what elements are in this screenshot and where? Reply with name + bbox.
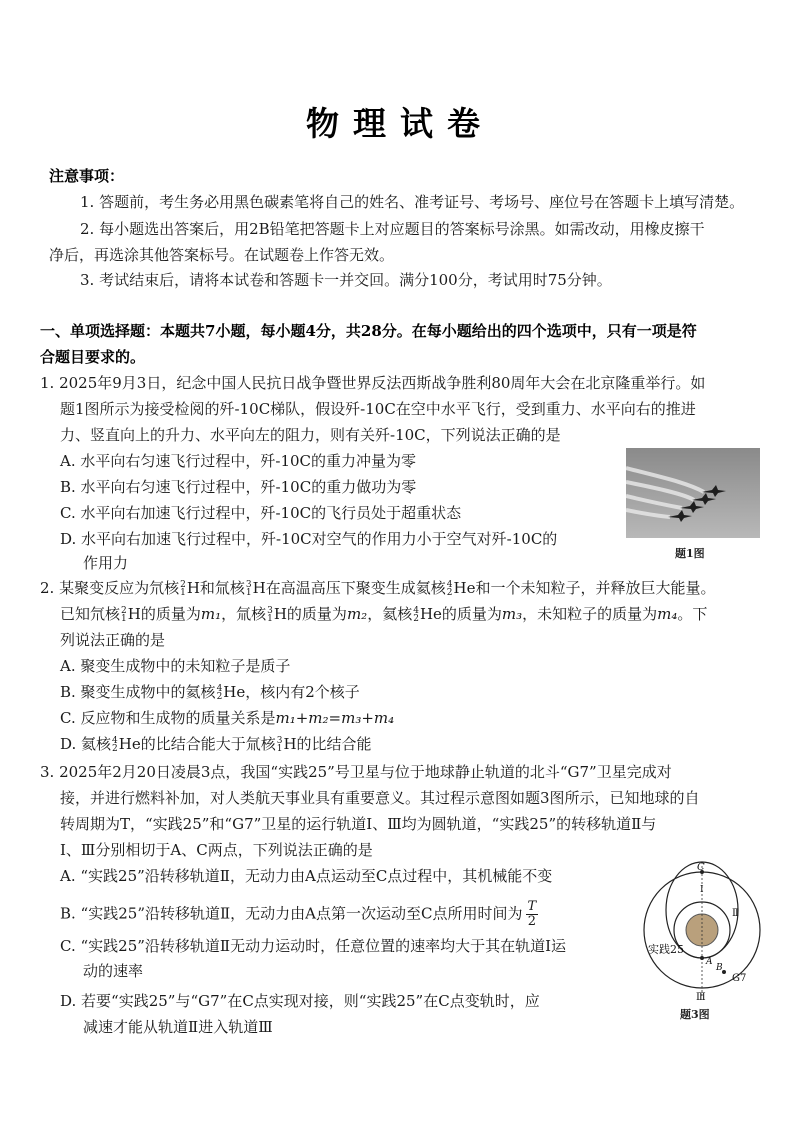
label-C: C (697, 862, 705, 873)
text: B. 聚变生成物中的氦核 (60, 683, 216, 701)
text: ，氦核 (367, 605, 413, 623)
isotope-mass-charge: 4 2 (216, 684, 223, 702)
notice-item-1: 1. 答题前，考生务必用黑色碳素笔将自己的姓名、准考证号、考场号、座位号在答题卡上填写清楚。 (80, 193, 745, 211)
mass-symbol: m₁ (200, 605, 222, 623)
q3-stem-line-1: 3. 2025年2月20日凌晨3点，我国“实践25”号卫星与位于地球静止轨道的北斗“G7”卫星完成对 (40, 763, 672, 781)
q3-option-b (60, 900, 538, 929)
q2-option-c (60, 707, 394, 729)
q1-stem-line-1: 1. 2025年9月3日，纪念中国人民抗日战争暨世界反法西斯战争胜利80周年大会在北京隆重举行。如 (40, 374, 706, 392)
q2-option-a: A. 聚变生成物中的未知粒子是质子 (60, 657, 291, 675)
isotope-mass-charge: 3 1 (245, 580, 252, 598)
mass-symbol: m₄ (657, 605, 678, 623)
text: He的比结合能大于氚核 (118, 735, 276, 753)
text: B. “实践25”沿转移轨道Ⅱ，无动力由A点第一次运动至C点所用时间为 (60, 904, 523, 923)
notice-item-3: 3. 考试结束后，请将本试卷和答题卡一并交回。满分100分，考试用时75分钟。 (80, 271, 612, 289)
label-orbit-III: Ⅲ (696, 992, 706, 1003)
notice-item-2-line-2: 净后，再选涂其他答案标号。在试题卷上作答无效。 (49, 246, 395, 264)
q3-stem-line-4: Ⅰ、Ⅲ分别相切于A、C两点，下列说法正确的是 (60, 841, 373, 859)
fraction-t-over-2: $\frac{T}{2}$ (527, 899, 537, 929)
q3-stem-line-3: 转周期为T，“实践25”和“G7”卫星的运行轨道Ⅰ、Ⅲ均为圆轨道，“实践25”的转移轨道Ⅱ与 (60, 815, 657, 833)
q1-figure-jets (626, 448, 760, 538)
page-title: 物理试卷 (306, 104, 494, 143)
q3-option-a: A. “实践25”沿转移轨道Ⅱ，无动力由A点运动至C点过程中，其机械能不变 (60, 867, 553, 885)
text: 已知氘核 (60, 605, 121, 623)
isotope-mass-charge: 3 1 (267, 606, 273, 624)
label-orbit-II: Ⅱ (732, 908, 739, 919)
mass-symbol: m₃ (501, 605, 523, 623)
q1-option-d-line-2: 作用力 (83, 554, 129, 572)
text: H和氚核 (186, 579, 245, 597)
text: D. 氦核 (60, 735, 112, 753)
text: C. 反应物和生成物的质量关系是 (60, 709, 276, 727)
text: He的质量为 (419, 605, 502, 623)
text: He，核内有2个核子 (223, 683, 360, 701)
q1-stem-line-2: 题1图所示为接受检阅的歼-10C梯队，假设歼-10C在空中水平飞行，受到重力、水平向右的推进 (60, 400, 696, 418)
text: ，未知粒子的质量为 (522, 605, 658, 623)
text: H的质量为 (127, 605, 201, 623)
q3-option-c-line-2: 动的速率 (83, 962, 144, 980)
text: ，氚核 (221, 605, 267, 623)
q2-option-b (60, 681, 360, 703)
figure-sky (626, 448, 760, 538)
q3-option-d-line-2: 减速才能从轨道Ⅱ进入轨道Ⅲ (83, 1018, 273, 1036)
q3-option-d-line-1: D. 若要“实践25”与“G7”在C点实现对接，则“实践25”在C点变轨时，应 (60, 992, 540, 1010)
text: H在高温高压下聚变生成氦核 (252, 579, 446, 597)
label-B: B (716, 963, 723, 973)
q1-option-c: C. 水平向右加速飞行过程中，歼-10C的飞行员处于超重状态 (60, 504, 462, 522)
q2-stem-line-3: 列说法正确的是 (60, 631, 166, 649)
notice-heading: 注意事项： (49, 167, 125, 185)
notice-item-2-line-1: 2. 每小题选出答案后，用2B铅笔把答题卡上对应题目的答案标号涂黑。如需改动，用橡皮擦干 (80, 220, 705, 238)
q1-option-d-line-1: D. 水平向右加速飞行过程中，歼-10C对空气的作用力小于空气对歼-10C的 (60, 530, 558, 548)
text: He和一个未知粒子，并释放巨大能量。 (453, 579, 716, 597)
q3-option-c-line-1: C. “实践25”沿转移轨道Ⅱ无动力运动时，任意位置的速率均大于其在轨道Ⅰ运 (60, 937, 567, 955)
point-A (700, 956, 704, 960)
text: H的质量为 (273, 605, 347, 623)
q3-figure-orbits (640, 860, 780, 1005)
text: 。下 (677, 605, 708, 623)
isotope-mass-charge: 2 1 (121, 606, 127, 624)
isotope-mass-charge: 3 1 (276, 736, 283, 754)
q3-stem-line-2: 接，并进行燃料补加，对人类航天事业具有重要意义。其过程示意图如题3图所示，已知地球的自 (60, 789, 700, 807)
q2-stem-line-1 (40, 577, 715, 599)
label-satellite: 实践25 (648, 943, 684, 956)
label-A: A (706, 957, 713, 967)
isotope-mass-charge: 4 2 (112, 736, 118, 754)
isotope-mass-charge: 4 2 (413, 606, 419, 624)
q3-figure-caption: 题3图 (680, 1008, 710, 1021)
q2-option-d (60, 733, 372, 755)
mass-symbol: m₂ (346, 605, 368, 623)
label-orbit-I: Ⅰ (700, 885, 704, 895)
mass-equation: m₁+m₂=m₃+m₄ (275, 709, 395, 727)
q2-stem-line-2 (60, 603, 707, 625)
isotope-mass-charge: 4 2 (446, 580, 453, 598)
q1-stem-line-3: 力、竖直向上的升力、水平向左的阻力，则有关歼-10C，下列说法正确的是 (60, 426, 561, 444)
section-heading-line-2: 合题目要求的。 (40, 348, 146, 366)
text: 2. 某聚变反应为氘核 (40, 579, 180, 597)
section-heading-line-1: 一、单项选择题：本题共7小题，每小题4分，共28分。在每小题给出的四个选项中，只有一项是符 (40, 322, 697, 340)
q1-option-a: A. 水平向右匀速飞行过程中，歼-10C的重力冲量为零 (60, 452, 417, 470)
text: H的比结合能 (283, 735, 372, 753)
isotope-mass-charge: 2 1 (180, 580, 186, 598)
q1-figure-caption: 题1图 (675, 547, 705, 560)
q1-option-b: B. 水平向右匀速飞行过程中，歼-10C的重力做功为零 (60, 478, 417, 496)
label-G7: G7 (732, 973, 747, 984)
